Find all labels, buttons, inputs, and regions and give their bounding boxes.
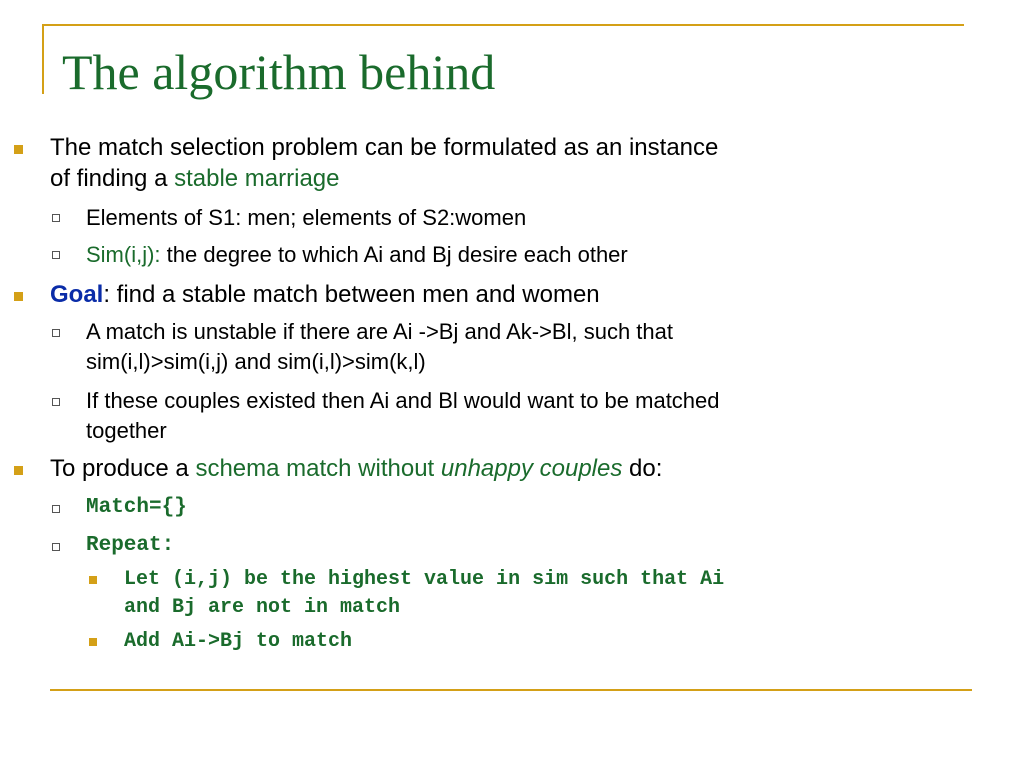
bottom-rule — [50, 689, 972, 691]
goal-label: Goal — [50, 281, 104, 308]
step-2-line-1: Add Ai->Bj to match — [124, 630, 353, 653]
bullet-1-line-1: The match selection problem can be formulated as an instance — [50, 134, 719, 161]
stable-marriage-highlight: stable marriage — [174, 165, 340, 192]
sub-bullet-marker — [52, 329, 60, 337]
sub-bullet-marker — [52, 251, 60, 259]
sub-bullet-elements: Elements of S1: men; elements of S2:women — [86, 205, 527, 230]
bullet-3-line — [50, 453, 662, 485]
slide-title: The algorithm behind — [62, 44, 496, 100]
unstable-line-2: sim(i,l)>sim(i,j) and sim(i,l)>sim(k,l) — [86, 349, 426, 374]
bullet-3-prefix: To produce a — [50, 455, 196, 482]
goal-text: : find a stable match between men and women — [103, 281, 600, 308]
sim-text: the degree to which Ai and Bj desire each other — [160, 242, 628, 267]
sub-bullet-sim — [86, 240, 628, 270]
bullet-3-suffix: do: — [622, 455, 663, 482]
step-marker — [89, 576, 97, 584]
bullet-1-line-2 — [50, 163, 340, 195]
sub-bullet-marker — [52, 543, 60, 551]
schema-match-highlight: schema match without — [195, 455, 441, 482]
top-rule — [42, 24, 964, 26]
unhappy-couples-highlight: unhappy couples — [440, 455, 623, 482]
sim-label: Sim(i,j): — [86, 242, 161, 267]
couples-line-2: together — [86, 418, 167, 443]
step-marker — [89, 638, 97, 646]
left-rule — [42, 24, 44, 94]
bullet-marker — [14, 466, 23, 475]
code-match-init: Match={} — [86, 496, 187, 519]
bullet-marker — [14, 145, 23, 154]
unstable-line-1: A match is unstable if there are Ai ->Bj and Ak->Bl, such that — [86, 319, 673, 344]
couples-line-1: If these couples existed then Ai and Bl would want to be matched — [86, 388, 720, 413]
bullet-1-text: of finding a — [50, 165, 175, 192]
sub-bullet-marker — [52, 398, 60, 406]
sub-bullet-marker — [52, 505, 60, 513]
code-repeat: Repeat: — [86, 534, 175, 557]
step-1-line-1: Let (i,j) be the highest value in sim such that Ai — [124, 568, 725, 591]
step-1-line-2: and Bj are not in match — [124, 596, 401, 619]
bullet-2-goal — [50, 279, 600, 311]
sub-bullet-marker — [52, 214, 60, 222]
bullet-marker — [14, 292, 23, 301]
